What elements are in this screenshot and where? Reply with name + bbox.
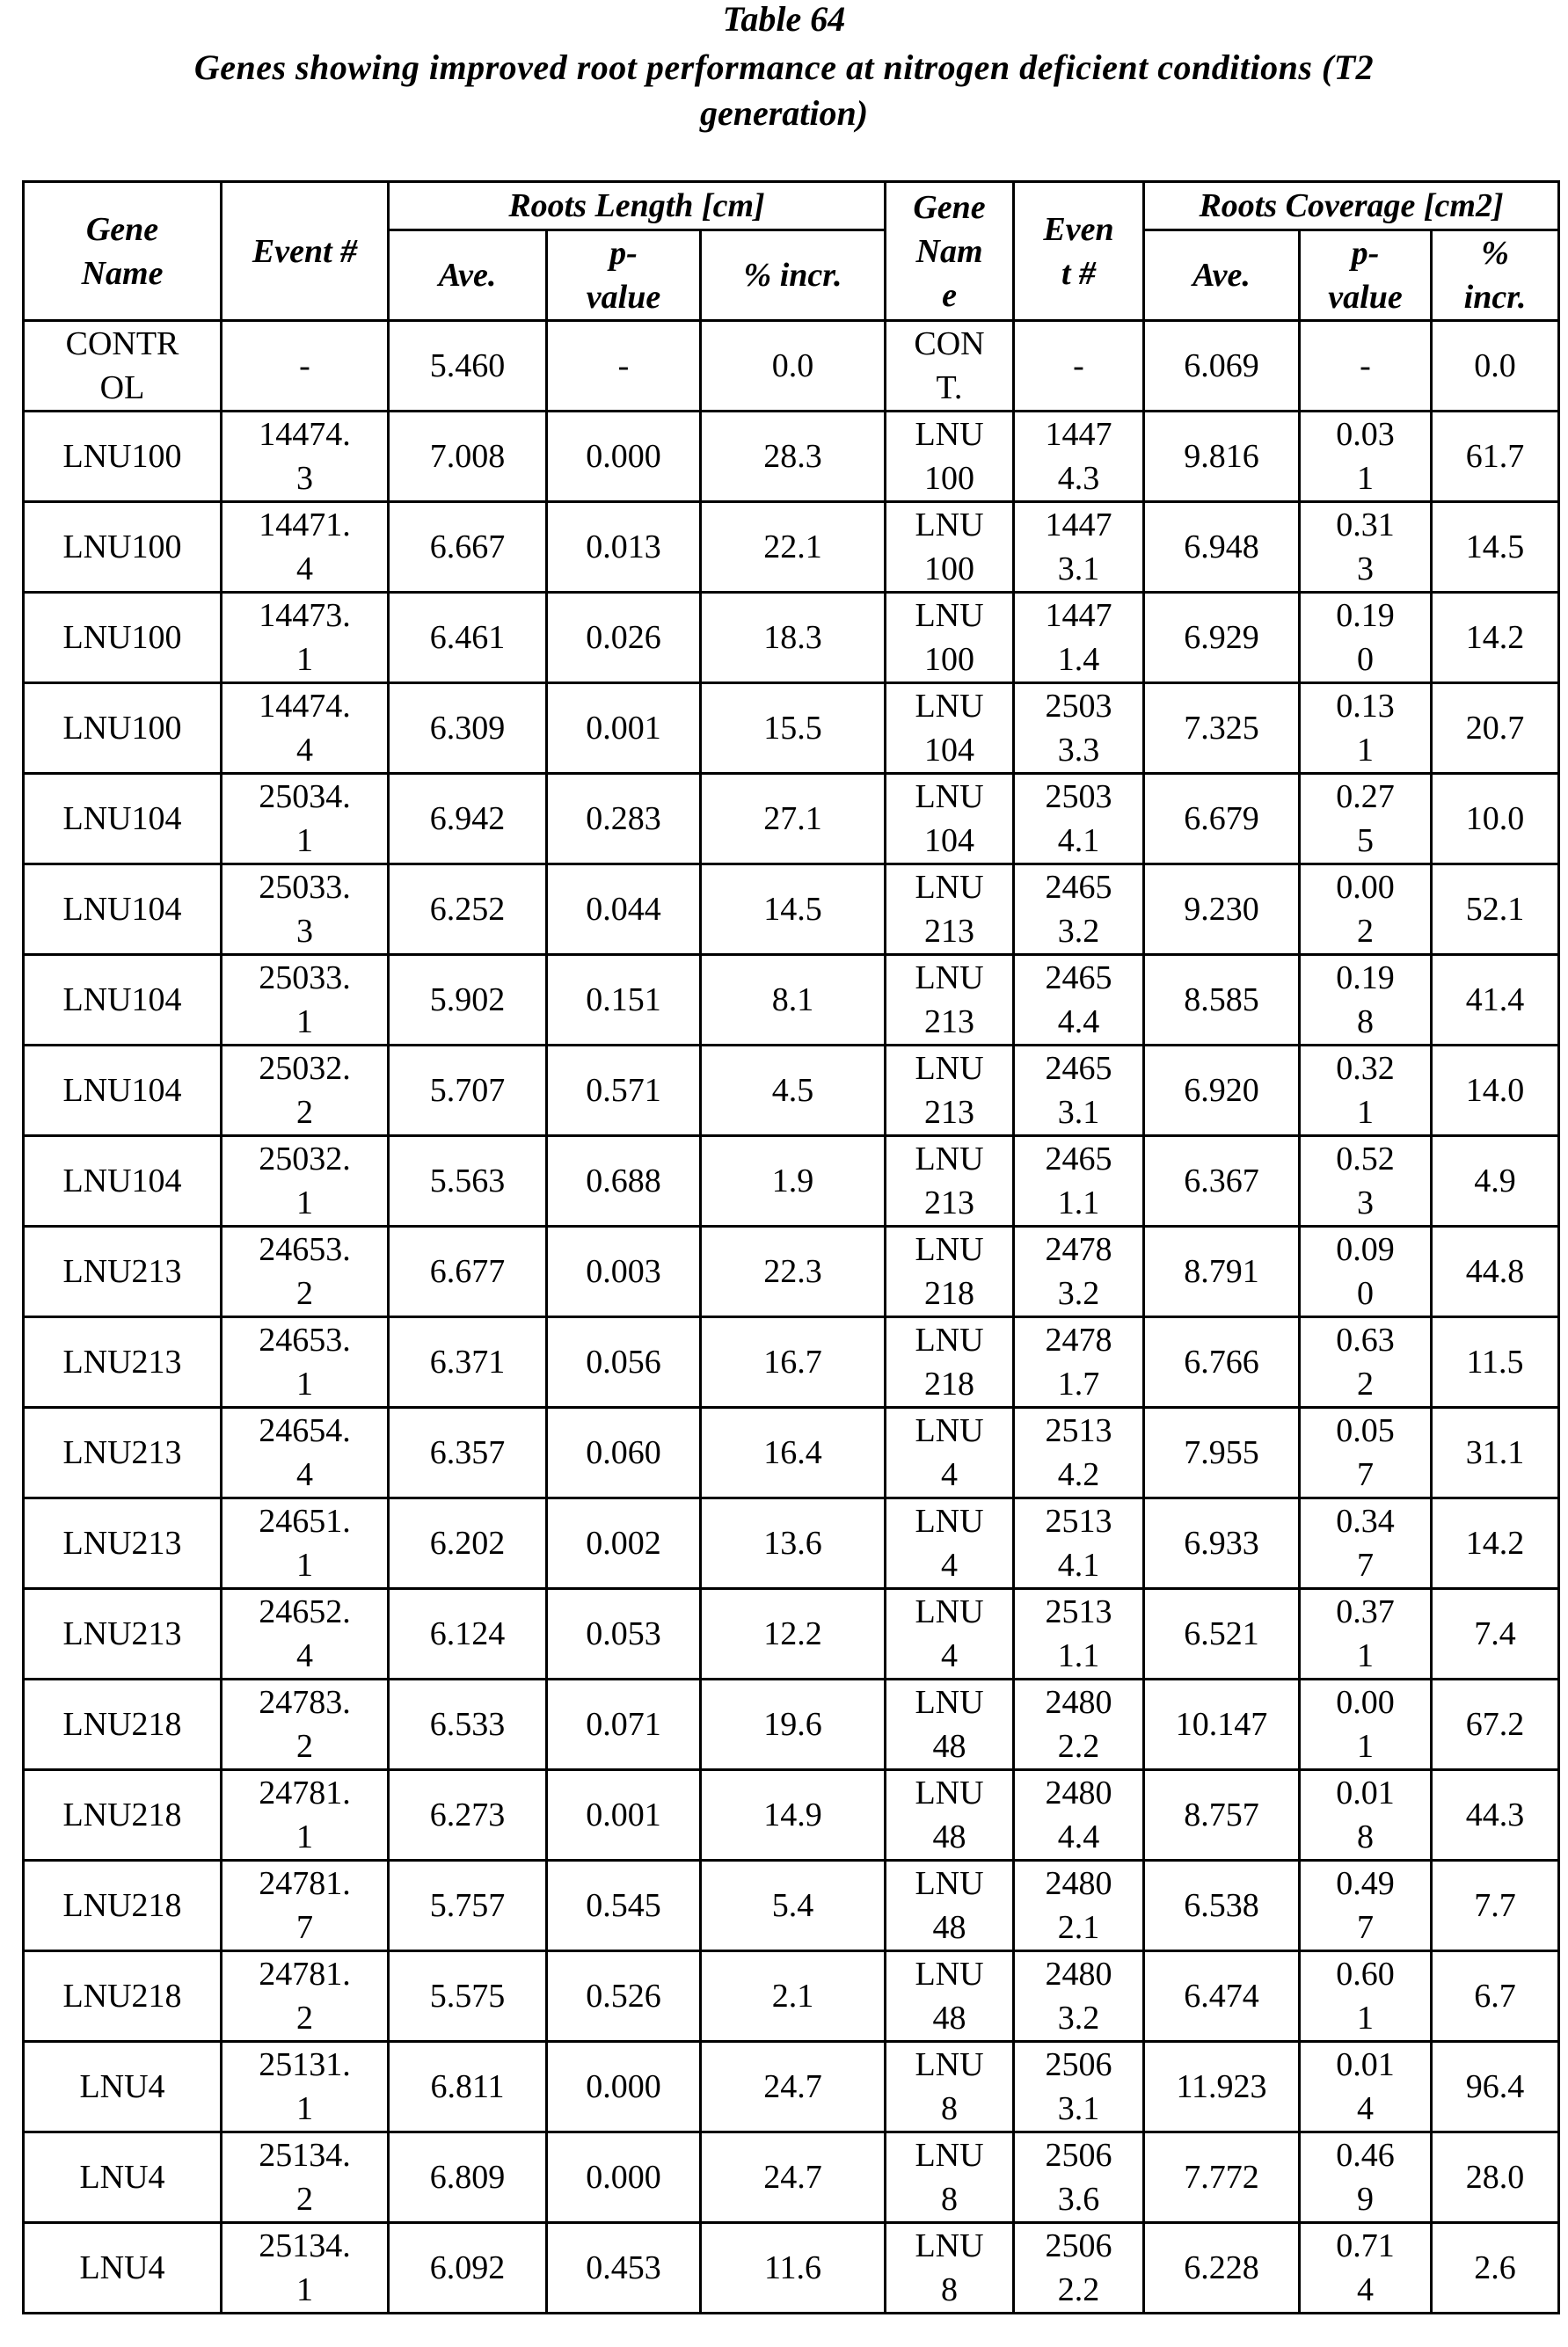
cell-roots-coverage-pvalue: 0.00 2 xyxy=(1300,864,1432,955)
cell-roots-coverage-incr: 7.7 xyxy=(1432,1861,1559,1951)
cell-roots-length-ave: 5.902 xyxy=(389,955,547,1046)
cell-roots-length-pvalue: 0.056 xyxy=(547,1317,701,1408)
cell-roots-coverage-ave: 8.585 xyxy=(1144,955,1300,1046)
cell-roots-coverage-pvalue: 0.01 4 xyxy=(1300,2042,1432,2132)
cell-roots-coverage-incr: 28.0 xyxy=(1432,2132,1559,2223)
cell-event: 14471. 4 xyxy=(222,502,389,593)
cell-event-2: 1447 3.1 xyxy=(1014,502,1144,593)
table-row xyxy=(24,864,1559,955)
cell-roots-length-ave: 5.757 xyxy=(389,1861,547,1951)
table-row xyxy=(24,1680,1559,1770)
cell-roots-length-pvalue: 0.071 xyxy=(547,1680,701,1770)
cell-roots-coverage-pvalue: 0.31 3 xyxy=(1300,502,1432,593)
cell-event: 24651. 1 xyxy=(222,1498,389,1589)
cell-roots-length-incr: 4.5 xyxy=(701,1046,886,1136)
cell-roots-coverage-pvalue: 0.19 8 xyxy=(1300,955,1432,1046)
cell-roots-length-pvalue: 0.001 xyxy=(547,683,701,774)
cell-event: 14473. 1 xyxy=(222,593,389,683)
cell-roots-coverage-incr: 41.4 xyxy=(1432,955,1559,1046)
cell-roots-coverage-pvalue: - xyxy=(1300,321,1432,412)
cell-gene-name-2: LNU 8 xyxy=(886,2132,1014,2223)
cell-event-2: 2480 2.2 xyxy=(1014,1680,1144,1770)
cell-event: 25033. 1 xyxy=(222,955,389,1046)
cell-roots-coverage-incr: 2.6 xyxy=(1432,2223,1559,2314)
cell-roots-coverage-incr: 7.4 xyxy=(1432,1589,1559,1680)
cell-gene-name: CONTR OL xyxy=(24,321,222,412)
cell-gene-name: LNU100 xyxy=(24,412,222,502)
table-row xyxy=(24,2042,1559,2132)
cell-roots-length-incr: 1.9 xyxy=(701,1136,886,1227)
cell-roots-length-incr: 16.4 xyxy=(701,1408,886,1498)
cell-roots-length-incr: 14.5 xyxy=(701,864,886,955)
cell-roots-length-pvalue: 0.060 xyxy=(547,1408,701,1498)
cell-roots-coverage-incr: 0.0 xyxy=(1432,321,1559,412)
table-row xyxy=(24,1046,1559,1136)
cell-roots-coverage-ave: 7.325 xyxy=(1144,683,1300,774)
cell-roots-coverage-ave: 9.816 xyxy=(1144,412,1300,502)
cell-gene-name: LNU104 xyxy=(24,955,222,1046)
cell-roots-length-ave: 6.202 xyxy=(389,1498,547,1589)
table-row xyxy=(24,1589,1559,1680)
cell-gene-name: LNU213 xyxy=(24,1227,222,1317)
cell-roots-coverage-ave: 9.230 xyxy=(1144,864,1300,955)
table-row xyxy=(24,955,1559,1046)
cell-roots-length-pvalue: 0.002 xyxy=(547,1498,701,1589)
cell-roots-length-pvalue: 0.003 xyxy=(547,1227,701,1317)
cell-roots-length-pvalue: 0.151 xyxy=(547,955,701,1046)
cell-event-2: 2506 3.6 xyxy=(1014,2132,1144,2223)
cell-gene-name: LNU218 xyxy=(24,1861,222,1951)
cell-roots-length-ave: 5.460 xyxy=(389,321,547,412)
header-event: Event # xyxy=(222,182,389,321)
table-row xyxy=(24,1317,1559,1408)
cell-event-2: 2465 1.1 xyxy=(1014,1136,1144,1227)
cell-gene-name: LNU104 xyxy=(24,774,222,864)
cell-event: 25034. 1 xyxy=(222,774,389,864)
cell-event: 24653. 1 xyxy=(222,1317,389,1408)
cell-roots-length-ave: 6.811 xyxy=(389,2042,547,2132)
cell-roots-coverage-ave: 6.069 xyxy=(1144,321,1300,412)
cell-roots-length-incr: 12.2 xyxy=(701,1589,886,1680)
cell-roots-length-incr: 11.6 xyxy=(701,2223,886,2314)
cell-event-2: 2465 3.1 xyxy=(1014,1046,1144,1136)
cell-event-2: 2465 4.4 xyxy=(1014,955,1144,1046)
cell-roots-coverage-ave: 8.791 xyxy=(1144,1227,1300,1317)
cell-roots-coverage-pvalue: 0.00 1 xyxy=(1300,1680,1432,1770)
cell-event-2: 2503 3.3 xyxy=(1014,683,1144,774)
cell-roots-coverage-pvalue: 0.37 1 xyxy=(1300,1589,1432,1680)
cell-gene-name-2: LNU 48 xyxy=(886,1951,1014,2042)
cell-event: 24781. 7 xyxy=(222,1861,389,1951)
cell-roots-coverage-incr: 31.1 xyxy=(1432,1408,1559,1498)
header-gene-name-2: Gene Nam e xyxy=(886,182,1014,321)
cell-roots-coverage-ave: 6.679 xyxy=(1144,774,1300,864)
cell-roots-length-ave: 6.371 xyxy=(389,1317,547,1408)
cell-gene-name-2: LNU 213 xyxy=(886,955,1014,1046)
cell-roots-length-ave: 6.309 xyxy=(389,683,547,774)
cell-event: 25032. 2 xyxy=(222,1046,389,1136)
cell-event: 14474. 4 xyxy=(222,683,389,774)
cell-event: 24654. 4 xyxy=(222,1408,389,1498)
cell-event-2: 1447 1.4 xyxy=(1014,593,1144,683)
cell-roots-coverage-ave: 6.538 xyxy=(1144,1861,1300,1951)
table-row xyxy=(24,1136,1559,1227)
cell-gene-name: LNU218 xyxy=(24,1770,222,1861)
cell-roots-coverage-pvalue: 0.63 2 xyxy=(1300,1317,1432,1408)
cell-roots-length-incr: 22.3 xyxy=(701,1227,886,1317)
table-row xyxy=(24,683,1559,774)
cell-roots-length-pvalue: 0.000 xyxy=(547,2132,701,2223)
cell-event-2: 2465 3.2 xyxy=(1014,864,1144,955)
cell-gene-name: LNU104 xyxy=(24,1136,222,1227)
cell-roots-coverage-pvalue: 0.49 7 xyxy=(1300,1861,1432,1951)
cell-gene-name: LNU100 xyxy=(24,502,222,593)
cell-event-2: 2503 4.1 xyxy=(1014,774,1144,864)
cell-roots-length-ave: 6.357 xyxy=(389,1408,547,1498)
cell-roots-length-incr: 14.9 xyxy=(701,1770,886,1861)
cell-roots-length-pvalue: 0.283 xyxy=(547,774,701,864)
header-rc-incr: % incr. xyxy=(1432,230,1559,321)
cell-gene-name-2: LNU 48 xyxy=(886,1770,1014,1861)
cell-gene-name-2: LNU 104 xyxy=(886,774,1014,864)
cell-roots-length-ave: 6.252 xyxy=(389,864,547,955)
cell-gene-name: LNU213 xyxy=(24,1589,222,1680)
cell-event-2: 2480 3.2 xyxy=(1014,1951,1144,2042)
cell-roots-length-incr: 22.1 xyxy=(701,502,886,593)
cell-gene-name: LNU213 xyxy=(24,1408,222,1498)
cell-event: - xyxy=(222,321,389,412)
cell-roots-length-pvalue: 0.571 xyxy=(547,1046,701,1136)
cell-roots-length-ave: 6.942 xyxy=(389,774,547,864)
cell-roots-coverage-pvalue: 0.27 5 xyxy=(1300,774,1432,864)
cell-roots-coverage-pvalue: 0.13 1 xyxy=(1300,683,1432,774)
cell-roots-coverage-pvalue: 0.01 8 xyxy=(1300,1770,1432,1861)
cell-event-2: 2478 3.2 xyxy=(1014,1227,1144,1317)
cell-roots-length-incr: 5.4 xyxy=(701,1861,886,1951)
cell-gene-name: LNU100 xyxy=(24,593,222,683)
cell-roots-length-incr: 16.7 xyxy=(701,1317,886,1408)
cell-gene-name-2: LNU 4 xyxy=(886,1498,1014,1589)
cell-roots-coverage-ave: 6.929 xyxy=(1144,593,1300,683)
header-row-1 xyxy=(24,182,1559,230)
cell-roots-coverage-ave: 10.147 xyxy=(1144,1680,1300,1770)
cell-gene-name-2: LNU 48 xyxy=(886,1680,1014,1770)
cell-roots-length-incr: 27.1 xyxy=(701,774,886,864)
header-rc-pvalue: p- value xyxy=(1300,230,1432,321)
cell-event: 25134. 2 xyxy=(222,2132,389,2223)
table-subtitle-line1: Genes showing improved root performance at nitrogen deficient conditions (T2 xyxy=(193,47,1375,87)
cell-roots-length-pvalue: - xyxy=(547,321,701,412)
cell-event: 24653. 2 xyxy=(222,1227,389,1317)
cell-roots-coverage-incr: 11.5 xyxy=(1432,1317,1559,1408)
cell-gene-name-2: LNU 100 xyxy=(886,412,1014,502)
cell-roots-coverage-incr: 14.0 xyxy=(1432,1046,1559,1136)
cell-gene-name-2: LNU 213 xyxy=(886,1046,1014,1136)
cell-gene-name-2: LNU 8 xyxy=(886,2223,1014,2314)
cell-roots-coverage-incr: 10.0 xyxy=(1432,774,1559,864)
cell-gene-name-2: LNU 213 xyxy=(886,864,1014,955)
table-subtitle-line2: generation) xyxy=(699,93,869,133)
cell-event-2: - xyxy=(1014,321,1144,412)
cell-gene-name-2: LNU 4 xyxy=(886,1589,1014,1680)
cell-roots-coverage-ave: 6.766 xyxy=(1144,1317,1300,1408)
cell-event: 25134. 1 xyxy=(222,2223,389,2314)
cell-event-2: 2506 2.2 xyxy=(1014,2223,1144,2314)
cell-roots-length-incr: 2.1 xyxy=(701,1951,886,2042)
cell-event-2: 2480 4.4 xyxy=(1014,1770,1144,1861)
cell-roots-length-pvalue: 0.545 xyxy=(547,1861,701,1951)
cell-event: 24652. 4 xyxy=(222,1589,389,1680)
cell-gene-name-2: CON T. xyxy=(886,321,1014,412)
cell-roots-length-incr: 24.7 xyxy=(701,2042,886,2132)
cell-roots-coverage-pvalue: 0.60 1 xyxy=(1300,1951,1432,2042)
cell-event: 25033. 3 xyxy=(222,864,389,955)
cell-roots-length-ave: 6.092 xyxy=(389,2223,547,2314)
cell-roots-coverage-ave: 6.920 xyxy=(1144,1046,1300,1136)
cell-roots-coverage-incr: 14.5 xyxy=(1432,502,1559,593)
cell-gene-name: LNU100 xyxy=(24,683,222,774)
table-row xyxy=(24,321,1559,412)
cell-gene-name: LNU4 xyxy=(24,2132,222,2223)
cell-roots-length-incr: 19.6 xyxy=(701,1680,886,1770)
cell-roots-length-pvalue: 0.001 xyxy=(547,1770,701,1861)
cell-gene-name-2: LNU 104 xyxy=(886,683,1014,774)
cell-event: 24781. 2 xyxy=(222,1951,389,2042)
header-gene-name: Gene Name xyxy=(24,182,222,321)
cell-roots-length-ave: 6.809 xyxy=(389,2132,547,2223)
cell-roots-length-pvalue: 0.453 xyxy=(547,2223,701,2314)
cell-event-2: 2478 1.7 xyxy=(1014,1317,1144,1408)
cell-roots-coverage-incr: 14.2 xyxy=(1432,1498,1559,1589)
cell-roots-length-pvalue: 0.688 xyxy=(547,1136,701,1227)
cell-gene-name-2: LNU 218 xyxy=(886,1227,1014,1317)
cell-gene-name: LNU213 xyxy=(24,1498,222,1589)
cell-roots-length-ave: 6.461 xyxy=(389,593,547,683)
cell-roots-length-ave: 5.707 xyxy=(389,1046,547,1136)
cell-event-2: 2513 4.2 xyxy=(1014,1408,1144,1498)
cell-gene-name-2: LNU 8 xyxy=(886,2042,1014,2132)
cell-roots-length-ave: 5.575 xyxy=(389,1951,547,2042)
cell-roots-coverage-incr: 14.2 xyxy=(1432,593,1559,683)
header-rl-incr: % incr. xyxy=(701,230,886,321)
cell-roots-length-ave: 6.667 xyxy=(389,502,547,593)
cell-roots-coverage-ave: 6.521 xyxy=(1144,1589,1300,1680)
table-row xyxy=(24,1951,1559,2042)
cell-roots-length-ave: 6.273 xyxy=(389,1770,547,1861)
cell-gene-name-2: LNU 4 xyxy=(886,1408,1014,1498)
cell-roots-length-ave: 6.124 xyxy=(389,1589,547,1680)
cell-roots-length-incr: 24.7 xyxy=(701,2132,886,2223)
table-row xyxy=(24,1770,1559,1861)
cell-roots-coverage-pvalue: 0.19 0 xyxy=(1300,593,1432,683)
table-header xyxy=(24,182,1559,321)
table-row xyxy=(24,1227,1559,1317)
cell-gene-name-2: LNU 213 xyxy=(886,1136,1014,1227)
cell-gene-name: LNU104 xyxy=(24,864,222,955)
cell-roots-coverage-pvalue: 0.05 7 xyxy=(1300,1408,1432,1498)
cell-event-2: 1447 4.3 xyxy=(1014,412,1144,502)
cell-roots-length-pvalue: 0.044 xyxy=(547,864,701,955)
cell-gene-name-2: LNU 218 xyxy=(886,1317,1014,1408)
cell-roots-coverage-incr: 61.7 xyxy=(1432,412,1559,502)
cell-roots-length-incr: 13.6 xyxy=(701,1498,886,1589)
cell-gene-name: LNU4 xyxy=(24,2042,222,2132)
cell-gene-name: LNU4 xyxy=(24,2223,222,2314)
cell-roots-length-incr: 8.1 xyxy=(701,955,886,1046)
cell-gene-name: LNU213 xyxy=(24,1317,222,1408)
cell-gene-name: LNU218 xyxy=(24,1951,222,2042)
cell-roots-coverage-pvalue: 0.71 4 xyxy=(1300,2223,1432,2314)
cell-roots-length-ave: 5.563 xyxy=(389,1136,547,1227)
table-row xyxy=(24,1408,1559,1498)
cell-roots-coverage-incr: 4.9 xyxy=(1432,1136,1559,1227)
table-row xyxy=(24,774,1559,864)
header-rc-ave: Ave. xyxy=(1144,230,1300,321)
header-roots-length-group: Roots Length [cm] xyxy=(389,182,886,230)
table-row xyxy=(24,412,1559,502)
cell-roots-length-incr: 28.3 xyxy=(701,412,886,502)
cell-event: 25032. 1 xyxy=(222,1136,389,1227)
table-row xyxy=(24,2132,1559,2223)
cell-roots-length-ave: 6.533 xyxy=(389,1680,547,1770)
cell-roots-coverage-incr: 20.7 xyxy=(1432,683,1559,774)
cell-roots-coverage-ave: 6.367 xyxy=(1144,1136,1300,1227)
cell-roots-length-incr: 0.0 xyxy=(701,321,886,412)
cell-roots-coverage-ave: 8.757 xyxy=(1144,1770,1300,1861)
cell-roots-coverage-ave: 6.933 xyxy=(1144,1498,1300,1589)
cell-event: 14474. 3 xyxy=(222,412,389,502)
cell-roots-length-pvalue: 0.000 xyxy=(547,412,701,502)
cell-roots-coverage-pvalue: 0.03 1 xyxy=(1300,412,1432,502)
cell-event: 24783. 2 xyxy=(222,1680,389,1770)
header-rl-ave: Ave. xyxy=(389,230,547,321)
cell-roots-length-incr: 18.3 xyxy=(701,593,886,683)
cell-roots-coverage-pvalue: 0.09 0 xyxy=(1300,1227,1432,1317)
cell-roots-coverage-ave: 7.772 xyxy=(1144,2132,1300,2223)
cell-roots-coverage-incr: 44.3 xyxy=(1432,1770,1559,1861)
cell-gene-name: LNU104 xyxy=(24,1046,222,1136)
cell-event: 24781. 1 xyxy=(222,1770,389,1861)
cell-event-2: 2513 4.1 xyxy=(1014,1498,1144,1589)
cell-roots-coverage-pvalue: 0.52 3 xyxy=(1300,1136,1432,1227)
cell-roots-length-pvalue: 0.026 xyxy=(547,593,701,683)
header-event-2: Even t # xyxy=(1014,182,1144,321)
cell-roots-coverage-pvalue: 0.34 7 xyxy=(1300,1498,1432,1589)
table-row xyxy=(24,1861,1559,1951)
cell-roots-length-ave: 6.677 xyxy=(389,1227,547,1317)
cell-roots-coverage-ave: 6.948 xyxy=(1144,502,1300,593)
cell-event-2: 2513 1.1 xyxy=(1014,1589,1144,1680)
cell-roots-coverage-pvalue: 0.32 1 xyxy=(1300,1046,1432,1136)
cell-roots-length-pvalue: 0.053 xyxy=(547,1589,701,1680)
cell-roots-coverage-incr: 52.1 xyxy=(1432,864,1559,955)
cell-roots-length-pvalue: 0.000 xyxy=(547,2042,701,2132)
cell-roots-coverage-ave: 6.228 xyxy=(1144,2223,1300,2314)
cell-roots-coverage-incr: 96.4 xyxy=(1432,2042,1559,2132)
cell-roots-coverage-incr: 6.7 xyxy=(1432,1951,1559,2042)
table-row xyxy=(24,2223,1559,2314)
table-title: Table 64 xyxy=(722,0,846,39)
table-row xyxy=(24,593,1559,683)
table-body xyxy=(24,321,1559,2314)
header-rl-pvalue: p- value xyxy=(547,230,701,321)
header-roots-coverage-group: Roots Coverage [cm2] xyxy=(1144,182,1559,230)
cell-gene-name-2: LNU 100 xyxy=(886,593,1014,683)
cell-roots-length-pvalue: 0.013 xyxy=(547,502,701,593)
cell-roots-coverage-pvalue: 0.46 9 xyxy=(1300,2132,1432,2223)
cell-gene-name-2: LNU 48 xyxy=(886,1861,1014,1951)
cell-roots-coverage-incr: 44.8 xyxy=(1432,1227,1559,1317)
cell-event-2: 2480 2.1 xyxy=(1014,1861,1144,1951)
cell-roots-coverage-incr: 67.2 xyxy=(1432,1680,1559,1770)
cell-event: 25131. 1 xyxy=(222,2042,389,2132)
cell-gene-name-2: LNU 100 xyxy=(886,502,1014,593)
cell-roots-coverage-ave: 7.955 xyxy=(1144,1408,1300,1498)
table-row xyxy=(24,502,1559,593)
cell-event-2: 2506 3.1 xyxy=(1014,2042,1144,2132)
cell-roots-length-pvalue: 0.526 xyxy=(547,1951,701,2042)
cell-roots-coverage-ave: 6.474 xyxy=(1144,1951,1300,2042)
cell-gene-name: LNU218 xyxy=(24,1680,222,1770)
root-performance-table xyxy=(22,180,1560,2314)
cell-roots-length-ave: 7.008 xyxy=(389,412,547,502)
cell-roots-coverage-ave: 11.923 xyxy=(1144,2042,1300,2132)
table-row xyxy=(24,1498,1559,1589)
cell-roots-length-incr: 15.5 xyxy=(701,683,886,774)
